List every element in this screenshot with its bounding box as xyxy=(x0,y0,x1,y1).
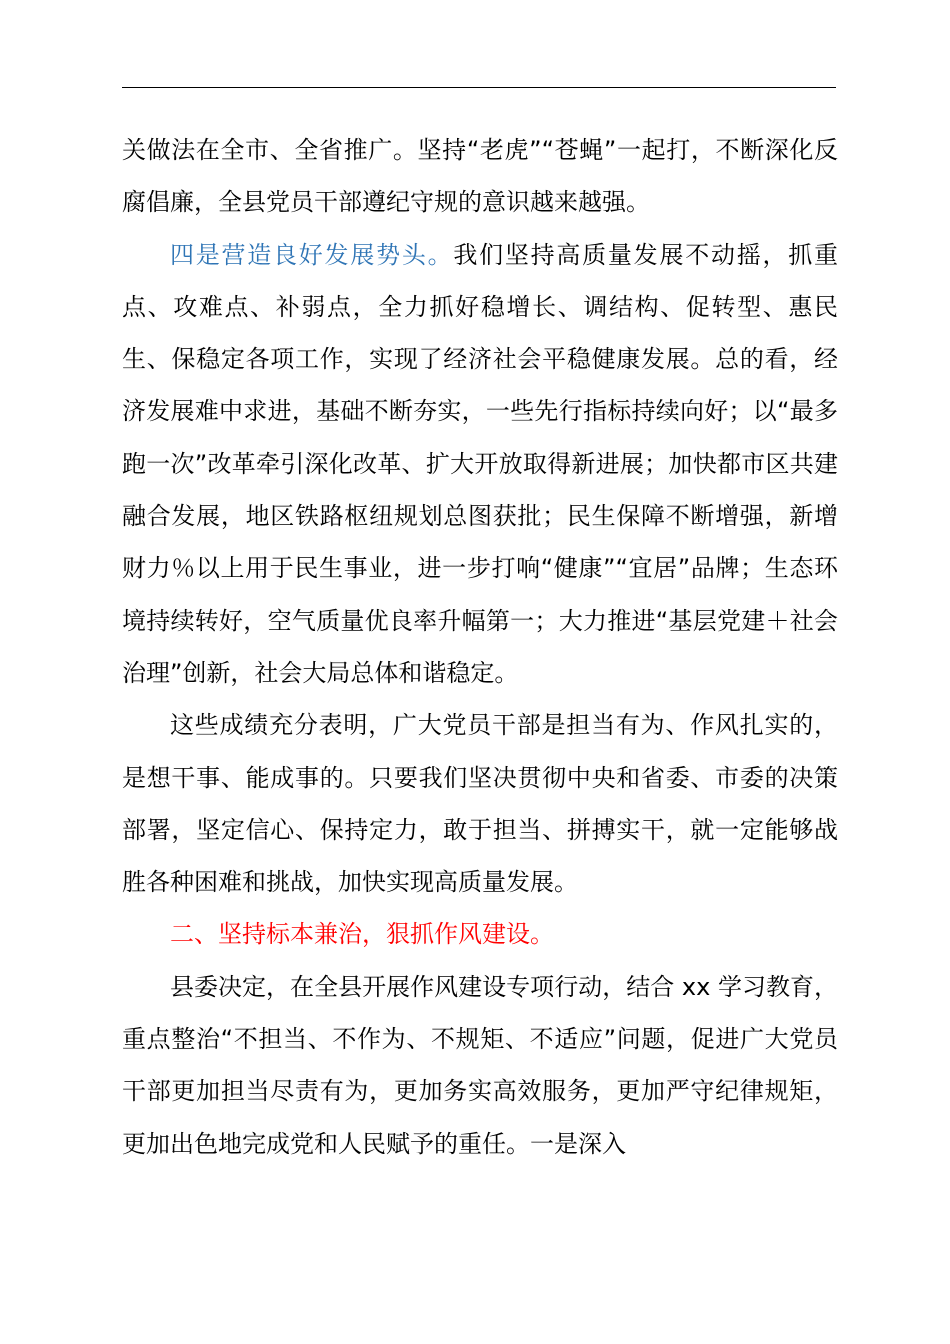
paragraph-summary xyxy=(122,699,838,908)
paragraph-text: 关做法在全市、全省推广。坚持“老虎”“苍蝇”一起打，不断深化反腐倡廉，全县党员干部遵纪守规的意识越来越强。 xyxy=(122,136,838,217)
paragraph-text: 我们坚持高质量发展不动摇，抓重点、攻难点、补弱点，全力抓好稳增长、调结构、促转型、惠民生、保稳定各项工作，实现了经济社会平稳健康发展。总的看，经济发展难中求进，基础不断夯实，一些先行指标持续向好；以“最多跑一次”改革牵引深化改革、扩大开放取得新进展；加快都市区共建融合发展，地区铁路枢纽规划总图获批；民生保障不断增强，新增财力％以上用于民生事业，进一步打响“健康”“宜居”品牌；生态环境持续转好，空气质量优良率升幅第一；大力推进“基层党建＋社会治理”创新，社会大局总体和谐稳定。 xyxy=(122,240,838,687)
paragraph-text: 这些成绩充分表明，广大党员干部是担当有为、作风扎实的，是想干事、能成事的。只要我们坚决贯彻中央和省委、市委的决策部署，坚定信心、保持定力，敢于担当、拼搏实干，就一定能够战胜各种困难和挑战，加快实现高质量发展。 xyxy=(122,711,838,897)
header-rule xyxy=(122,87,836,88)
paragraph-lead-heading: 四是营造良好发展势头。 xyxy=(170,240,454,269)
document-body xyxy=(122,124,838,1170)
paragraph-continuation xyxy=(122,124,838,229)
paragraph-fourth-point xyxy=(122,229,838,700)
paragraph-decision xyxy=(122,961,838,1170)
section-heading xyxy=(122,908,838,960)
section-heading-text: 二、坚持标本兼治，狠抓作风建设。 xyxy=(170,920,554,949)
paragraph-text: 县委决定，在全县开展作风建设专项行动，结合 xx 学习教育，重点整治“不担当、不作为、不规矩、不适应”问题，促进广大党员干部更加担当尽责有为，更加务实高效服务，更加严守纪律规矩，更加出色地完成党和人民赋予的重任。一是深入 xyxy=(122,972,838,1158)
